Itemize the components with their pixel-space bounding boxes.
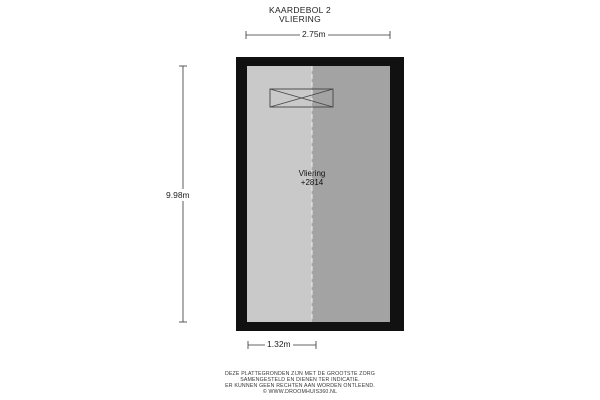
disclaimer-line-2: SAMENGESTELD EN DIENEN TER INDICATIE.: [240, 377, 360, 383]
room-name-label: Vliering: [298, 169, 326, 178]
disclaimer-line-4: © WWW.DROOMHUIS360.NL: [262, 389, 338, 395]
bottom-dimension-label: 1.32m: [267, 339, 291, 349]
left-dimension-label: 9.98m: [166, 190, 190, 200]
disclaimer: [150, 371, 450, 395]
room-level-label: +2814: [300, 178, 324, 187]
disclaimer-line-1: DEZE PLATTEGRONDEN ZIJN MET DE GROOTSTE ZORG: [224, 371, 376, 377]
plan-title-address: KAARDEBOL 2: [268, 5, 332, 15]
plan-title-floor: VLIERING: [278, 14, 322, 24]
disclaimer-line-3: ER KUNNEN GEEN RECHTEN AAN WORDEN ONTLEEND.: [225, 383, 375, 389]
top-dimension-label: 2.75m: [302, 29, 326, 39]
